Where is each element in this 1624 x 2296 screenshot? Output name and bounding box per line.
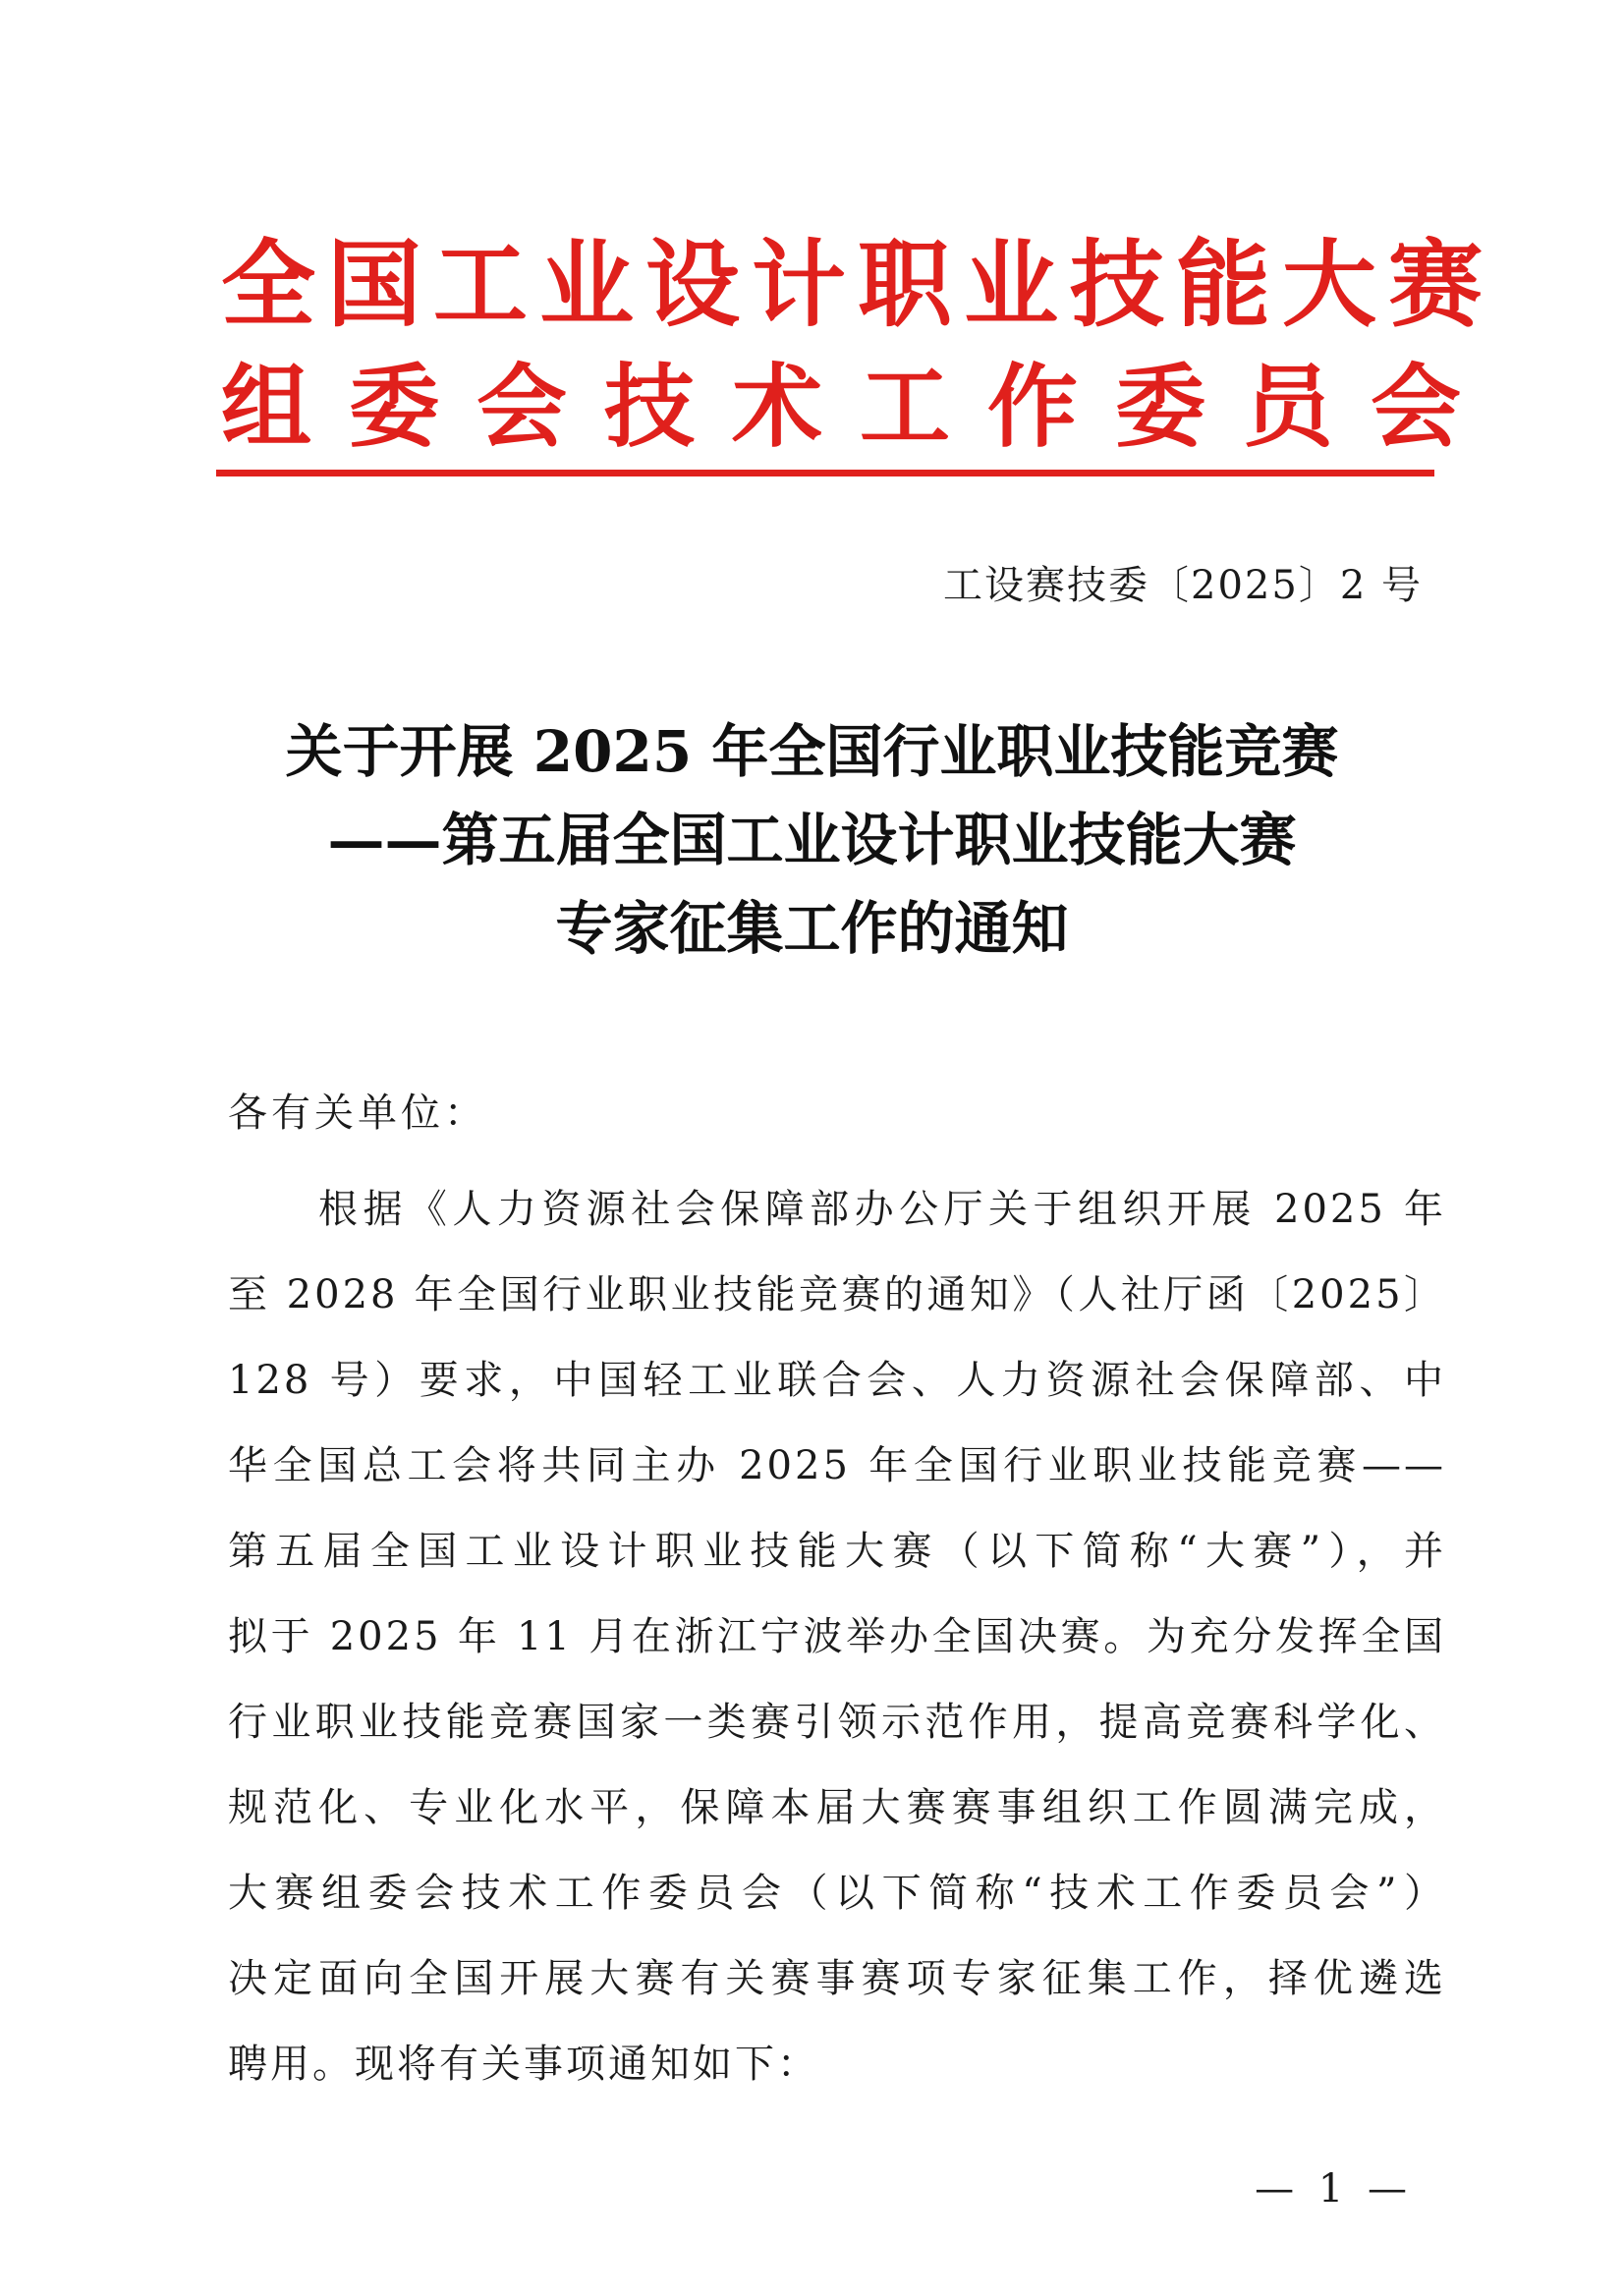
body-line: 根据《人力资源社会保障部办公厅关于组织开展 2025 年 bbox=[318, 1187, 1446, 1232]
body-line: 第五届全国工业设计职业技能大赛（以下简称“大赛”），并 bbox=[228, 1529, 1446, 1574]
salutation: 各有关单位： bbox=[228, 1091, 487, 1136]
issuing-organization-line-1: 全国工业设计职业技能大赛 bbox=[221, 230, 1494, 340]
issuing-organization-line-2: 组委会技术工作委员会 bbox=[221, 355, 1499, 460]
body-line: 128 号）要求，中国轻工业联合会、人力资源社会保障部、中 bbox=[228, 1358, 1446, 1403]
body-line: 行业职业技能竞赛国家一类赛引领示范作用，提高竞赛科学化、 bbox=[228, 1700, 1446, 1745]
page-number: — 1 — bbox=[1255, 2166, 1413, 2212]
body-line: 决定面向全国开展大赛有关赛事赛项专家征集工作，择优遴选 bbox=[228, 1956, 1446, 2001]
document-title-line: 关于开展 2025 年全国行业职业技能竞赛 bbox=[285, 718, 1339, 785]
document-title-line: 专家征集工作的通知 bbox=[555, 895, 1069, 962]
body-line: 拟于 2025 年 11 月在浙江宁波举办全国决赛。为充分发挥全国 bbox=[228, 1614, 1446, 1659]
body-line: 大赛组委会技术工作委员会（以下简称“技术工作委员会”） bbox=[228, 1871, 1446, 1916]
body-line: 华全国总工会将共同主办 2025 年全国行业职业技能竞赛—— bbox=[228, 1443, 1446, 1488]
document-title-line: ——第五届全国工业设计职业技能大赛 bbox=[327, 807, 1297, 873]
document-title bbox=[157, 707, 1467, 973]
body-line: 至 2028 年全国行业职业技能竞赛的通知》（人社厅函〔2025〕 bbox=[228, 1272, 1446, 1317]
body-line: 规范化、专业化水平，保障本届大赛赛事组织工作圆满完成， bbox=[228, 1785, 1446, 1830]
body-paragraph bbox=[228, 1167, 1446, 2107]
body-line: 聘用。现将有关事项通知如下： bbox=[228, 2042, 819, 2087]
document-number: 工设赛技委〔2025〕2 号 bbox=[943, 563, 1423, 608]
red-header-divider bbox=[216, 470, 1434, 476]
